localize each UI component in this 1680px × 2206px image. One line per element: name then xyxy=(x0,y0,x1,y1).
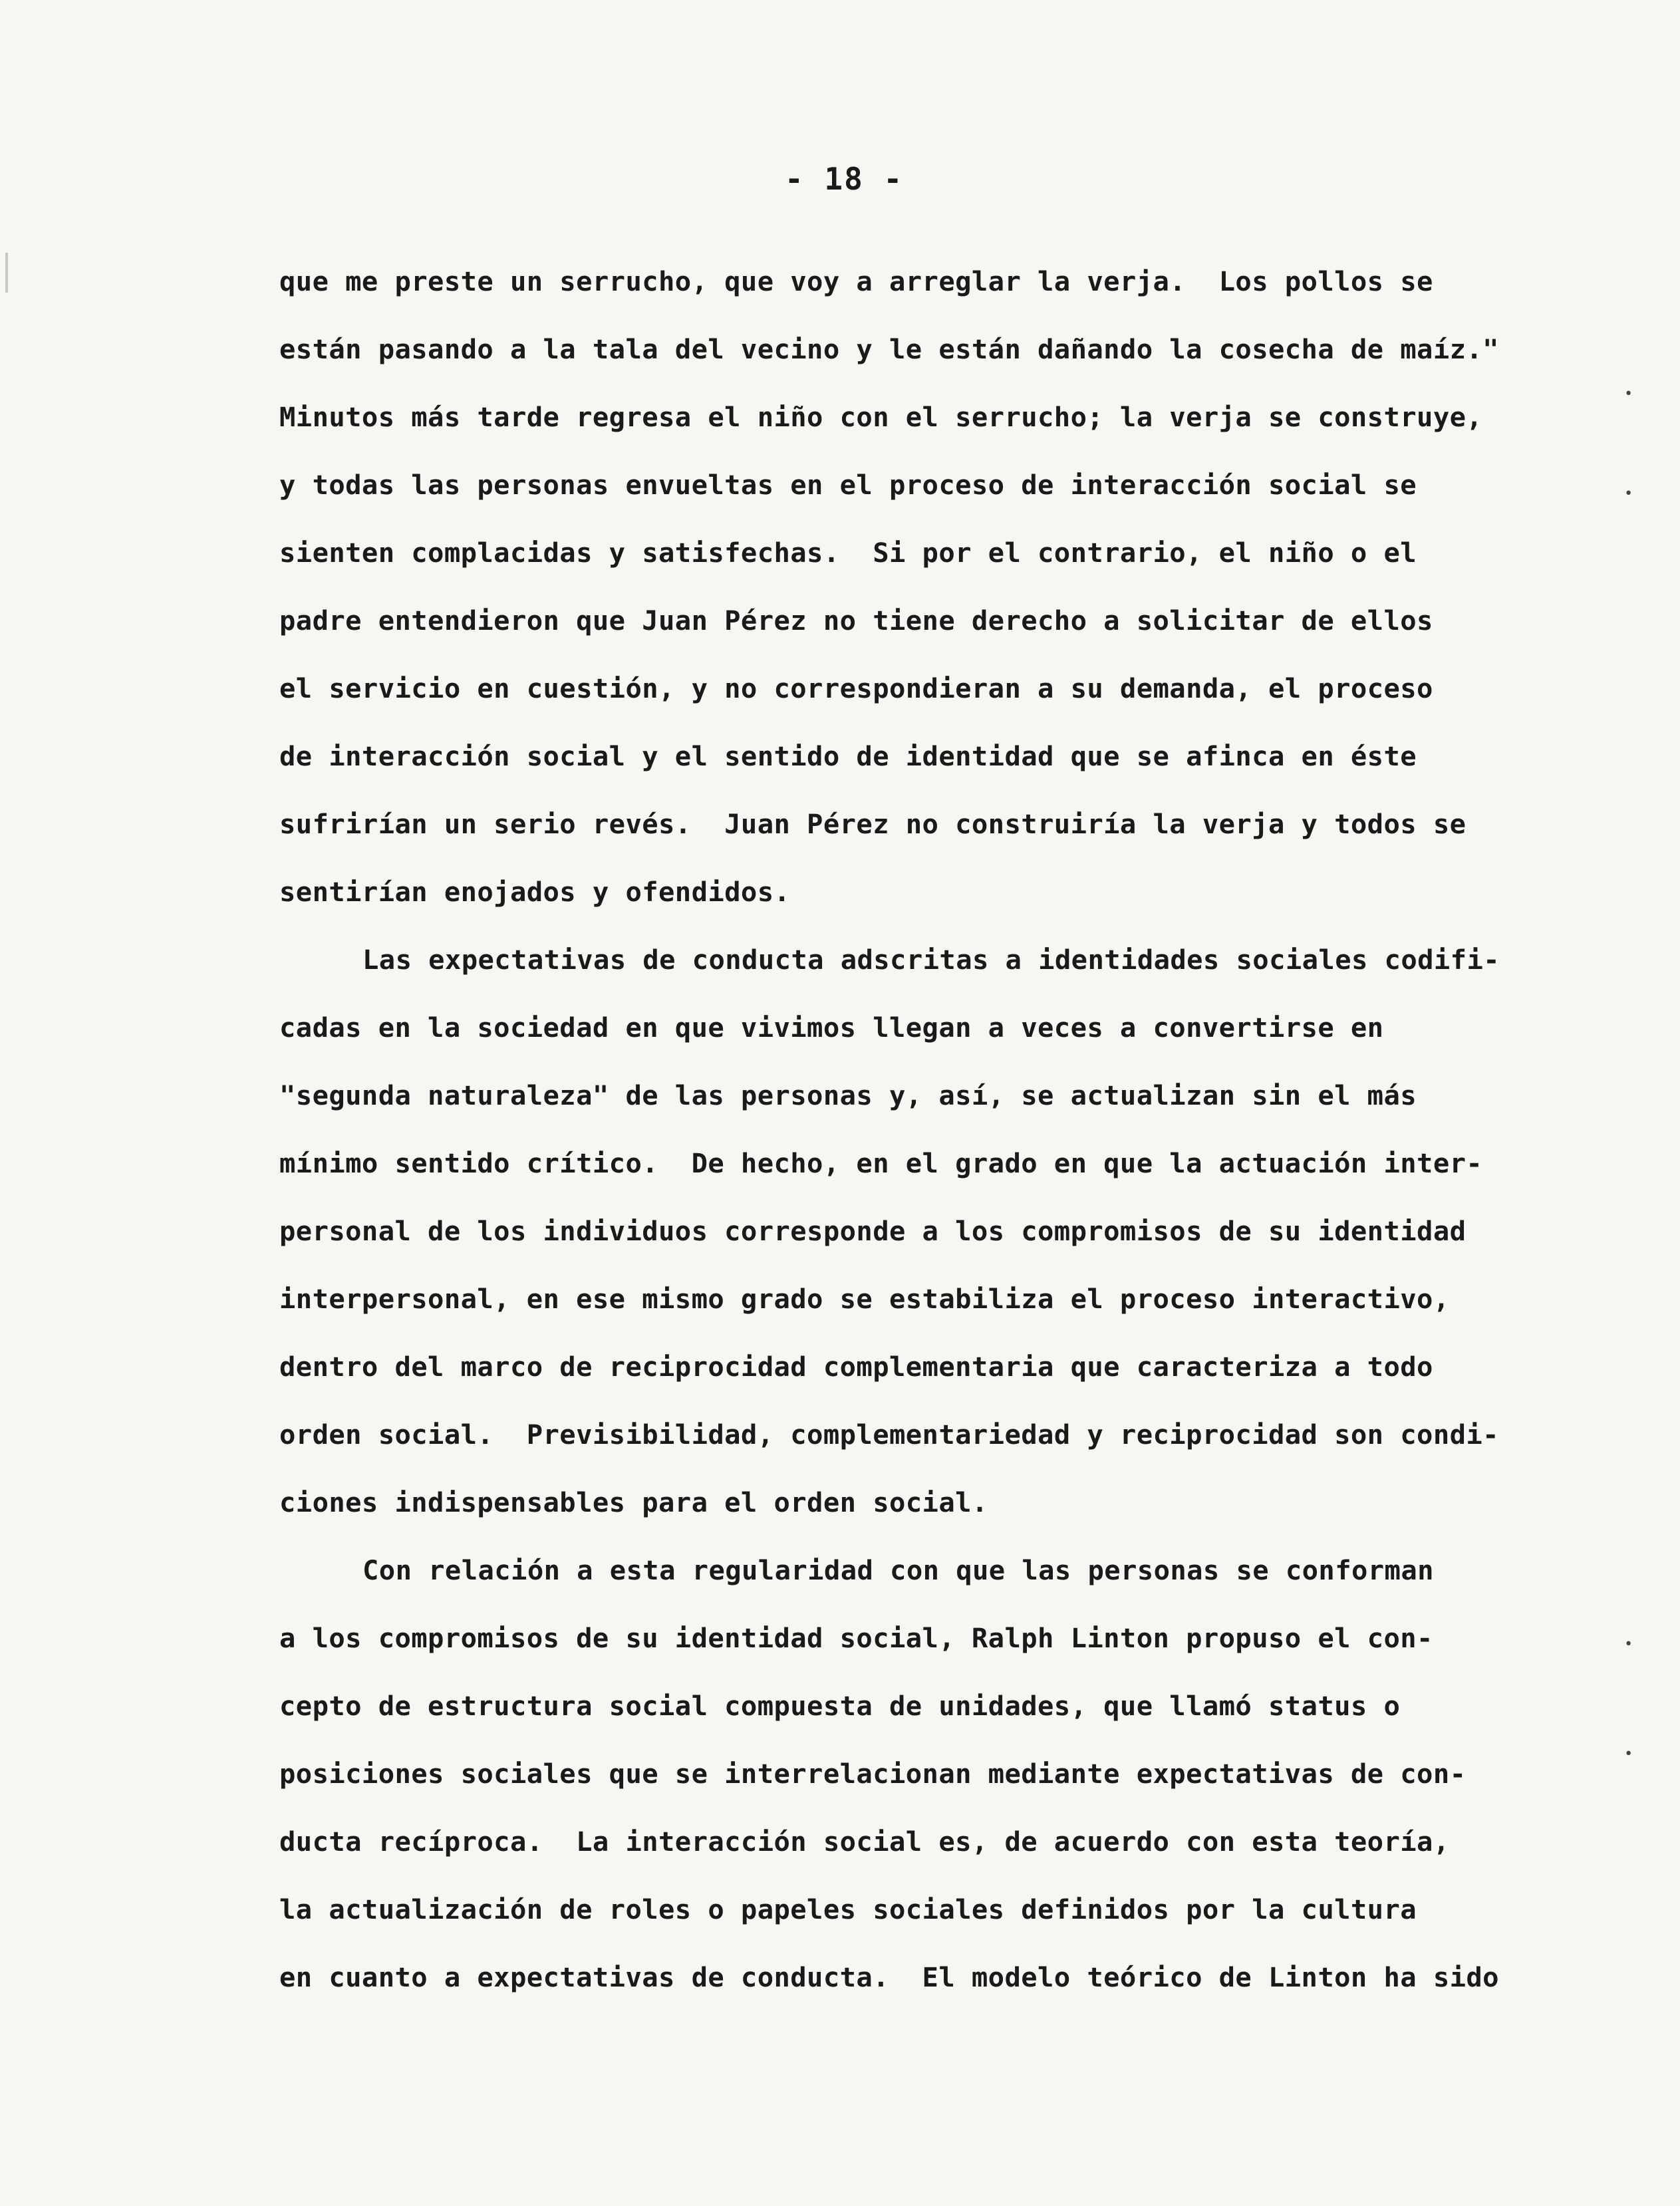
text-line: sienten complacidas y satisfechas. Si por el contrario, el niño o el xyxy=(279,537,1417,569)
text-line: "segunda naturaleza" de las personas y, así, se actualizan sin el más xyxy=(279,1079,1417,1111)
page-edge-mark xyxy=(5,253,8,293)
text-line: padre entendieron que Juan Pérez no tiene derecho a solicitar de ellos xyxy=(279,605,1433,636)
paragraph-start-line: Las expectativas de conducta adscritas a identidades sociales codifi- xyxy=(362,944,1500,976)
text-line: sentirían enojados y ofendidos. xyxy=(279,876,791,908)
text-line: en cuanto a expectativas de conducta. El modelo teórico de Linton ha sido xyxy=(279,1961,1499,1993)
margin-speck: • xyxy=(1624,386,1633,402)
text-line: posiciones sociales que se interrelacionan mediante expectativas de con- xyxy=(279,1758,1467,1790)
text-line: están pasando a la tala del vecino y le están dañando la cosecha de maíz." xyxy=(279,333,1499,365)
text-line: interpersonal, en ese mismo grado se estabiliza el proceso interactivo, xyxy=(279,1283,1450,1315)
text-line: orden social. Previsibilidad, complementariedad y reciprocidad son condi- xyxy=(279,1419,1499,1450)
paragraph-start-line: Con relación a esta regularidad con que las personas se conforman xyxy=(362,1554,1434,1586)
page-number: - 18 - xyxy=(785,161,904,197)
text-line: a los compromisos de su identidad social, Ralph Linton propuso el con- xyxy=(279,1622,1433,1654)
text-line: cepto de estructura social compuesta de unidades, que llamó status o xyxy=(279,1690,1401,1722)
text-line: cadas en la sociedad en que vivimos llegan a veces a convertirse en xyxy=(279,1012,1384,1043)
text-line: que me preste un serrucho, que voy a arreglar la verja. Los pollos se xyxy=(279,265,1433,297)
text-line: la actualización de roles o papeles sociales definidos por la cultura xyxy=(279,1893,1417,1925)
margin-speck: • xyxy=(1624,1746,1633,1762)
text-line: Minutos más tarde regresa el niño con el serrucho; la verja se construye, xyxy=(279,401,1483,433)
margin-speck: • xyxy=(1624,485,1633,502)
margin-speck: • xyxy=(1624,1636,1633,1653)
text-line: personal de los individuos corresponde a los compromisos de su identidad xyxy=(279,1215,1467,1247)
text-line: y todas las personas envueltas en el proceso de interacción social se xyxy=(279,469,1417,501)
text-line: dentro del marco de reciprocidad complementaria que caracteriza a todo xyxy=(279,1351,1433,1383)
text-line: ducta recíproca. La interacción social es, de acuerdo con esta teoría, xyxy=(279,1826,1450,1858)
text-line: de interacción social y el sentido de identidad que se afinca en éste xyxy=(279,740,1417,772)
body-text xyxy=(279,247,1510,2011)
text-line: el servicio en cuestión, y no correspondieran a su demanda, el proceso xyxy=(279,672,1433,704)
text-line: mínimo sentido crítico. De hecho, en el grado en que la actuación inter- xyxy=(279,1147,1483,1179)
text-line: sufrirían un serio revés. Juan Pérez no construiría la verja y todos se xyxy=(279,808,1467,840)
text-line: ciones indispensables para el orden social. xyxy=(279,1486,988,1518)
